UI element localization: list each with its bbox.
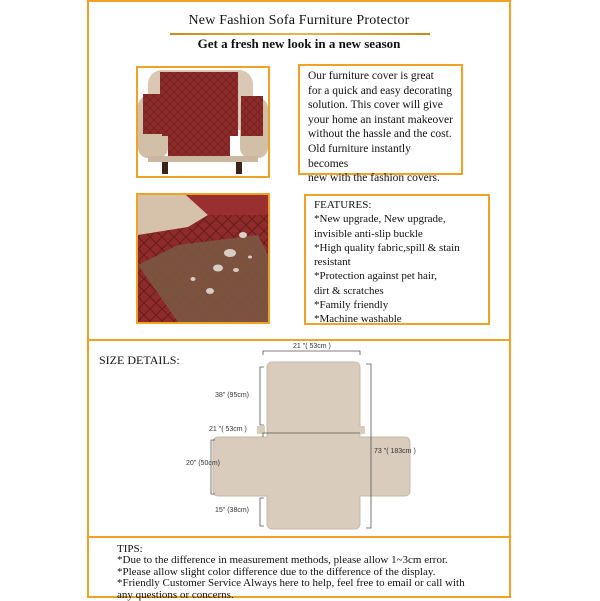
tips-section: [117, 544, 497, 601]
description-line: solution. This cover will give: [308, 99, 443, 112]
tip-line: any questions or concerns.: [117, 588, 234, 601]
feature-line: *High quality fabric,spill & stain: [314, 241, 460, 254]
seat-width-label: 21 "( 53cm ): [209, 426, 247, 433]
back-height-label: 38" (95cm): [215, 392, 249, 399]
back-height-line: [260, 367, 264, 425]
description-line: without the hassle and the cost.: [308, 128, 452, 141]
front-height-label: 15" (38cm): [215, 507, 249, 514]
page-subtitle: Get a fresh new look in a new season: [197, 36, 401, 51]
features-heading: FEATURES:: [314, 199, 372, 211]
tips-heading: TIPS:: [117, 543, 143, 555]
feature-line: resistant: [314, 256, 351, 269]
front-height-line: [260, 498, 264, 526]
description-line: new with the fashion covers.: [308, 172, 440, 185]
top-width-label: 21 "( 53cm ): [293, 343, 331, 350]
description-line: Our furniture cover is great: [308, 70, 434, 82]
feature-line: *Protection against pet hair,: [314, 270, 437, 283]
feature-line: *Machine washable: [314, 313, 402, 326]
tip-line: *Due to the difference in measurement methods, please allow 1~3cm error.: [117, 554, 448, 567]
feature-line: *Family friendly: [314, 299, 389, 312]
description-line: Old furniture instantly becomes: [308, 142, 411, 170]
description-line: for a quick and easy decorating: [308, 84, 453, 97]
top-width-line: [263, 351, 360, 355]
tip-line: *Friendly Customer Service Always here to help, feel free to email or call with: [117, 577, 465, 590]
tip-line: *Please allow slight color difference due to the difference of the display.: [117, 565, 436, 578]
feature-line: *New upgrade, New upgrade,: [314, 213, 446, 226]
total-length-label: 73 "( 183cm ): [374, 448, 416, 455]
description-line: your home an instant makeover: [308, 113, 453, 126]
arm-height-label: 20" (50cm): [186, 460, 220, 467]
feature-line: dirt & scratches: [314, 284, 384, 297]
cover-outline: [213, 362, 410, 529]
size-details-heading: SIZE DETAILS:: [99, 353, 180, 367]
feature-line: invisible anti-slip buckle: [314, 227, 423, 240]
page-title: New Fashion Sofa Furniture Protector: [188, 13, 410, 28]
